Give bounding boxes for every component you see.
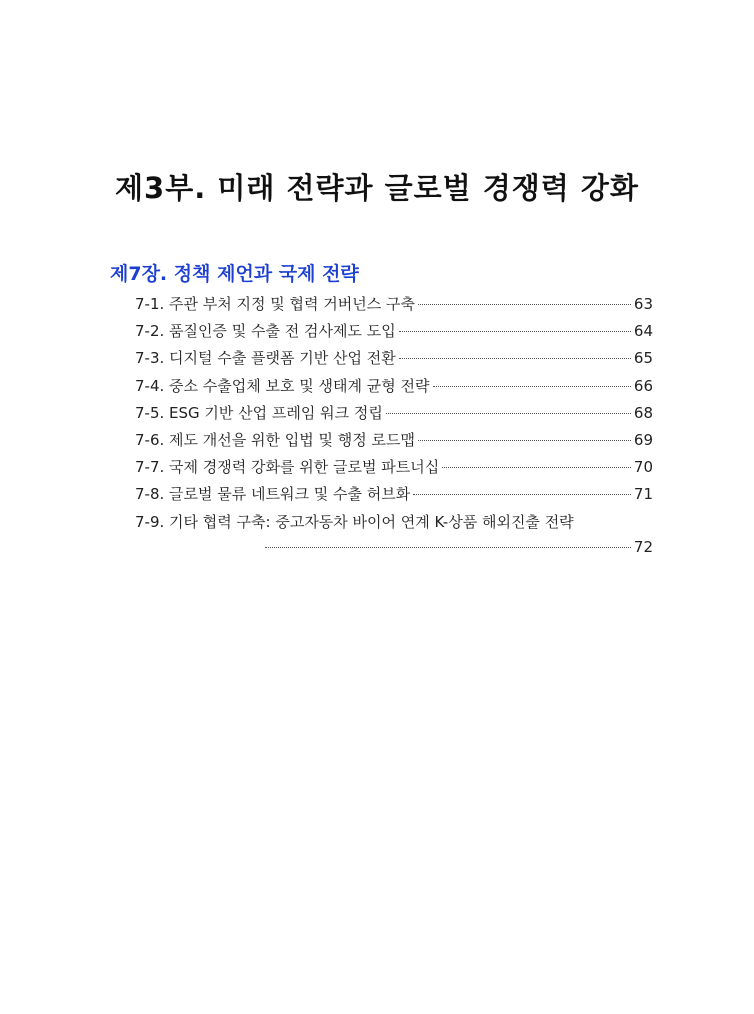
toc-entry[interactable] <box>135 402 653 429</box>
toc-entry-label: 7-1. 주관 부처 지정 및 협력 거버넌스 구축 <box>135 295 415 313</box>
toc-entry-label: 7-8. 글로벌 물류 네트워크 및 수출 허브화 <box>135 485 411 504</box>
toc-entry-page: 70 <box>633 458 653 477</box>
toc-entry-page: 69 <box>633 430 653 449</box>
toc-entry-page: 65 <box>633 349 653 368</box>
toc-entry[interactable] <box>135 429 653 456</box>
dot-leader <box>418 440 631 441</box>
dot-leader <box>413 494 631 495</box>
toc-entry-page: 72 <box>633 537 653 556</box>
chapter-title: 제7장. 정책 제언과 국제 전략 <box>110 263 359 285</box>
dot-leader <box>418 304 631 305</box>
dot-leader <box>265 547 631 548</box>
toc-entry[interactable] <box>135 375 653 402</box>
toc-entry-label: 7-7. 국제 경쟁력 강화를 위한 글로벌 파트너십 <box>135 458 440 477</box>
table-of-contents <box>135 293 653 565</box>
part-title: 제3부. 미래 전략과 글로벌 경쟁력 강화 <box>115 171 639 205</box>
dot-leader <box>442 467 631 468</box>
toc-entry[interactable] <box>135 456 653 483</box>
toc-entry-label: 7-3. 디지털 수출 플랫폼 기반 산업 전환 <box>135 349 396 368</box>
toc-entry-page: 66 <box>633 376 653 395</box>
toc-entry-page: 64 <box>633 322 653 341</box>
toc-entry-label: 7-5. ESG 기반 산업 프레임 워크 정립 <box>135 403 383 422</box>
toc-entry-label: 7-4. 중소 수출업체 보호 및 생태계 균형 전략 <box>135 376 430 395</box>
toc-entry-page: 68 <box>633 403 653 422</box>
toc-entry-label: 7-6. 제도 개선을 위한 입법 및 행정 로드맵 <box>135 430 415 449</box>
dot-leader <box>399 358 631 359</box>
toc-entry-page: 71 <box>633 485 653 504</box>
toc-entry-label: 7-2. 품질인증 및 수출 전 검사제도 도입 <box>135 322 396 341</box>
toc-entry-page: 63 <box>633 295 653 313</box>
toc-entry[interactable] <box>135 483 653 510</box>
dot-leader <box>399 331 631 332</box>
toc-entry-continuation[interactable] <box>135 538 653 565</box>
toc-entry[interactable] <box>135 347 653 374</box>
dot-leader <box>433 386 631 387</box>
dot-leader <box>386 413 631 414</box>
toc-entry-label: 7-9. 기타 협력 구축: 중고자동차 바이어 연계 K-상품 해외진출 전략 <box>135 512 574 531</box>
toc-entry[interactable] <box>135 293 653 320</box>
toc-entry[interactable] <box>135 511 653 538</box>
toc-entry[interactable] <box>135 320 653 347</box>
